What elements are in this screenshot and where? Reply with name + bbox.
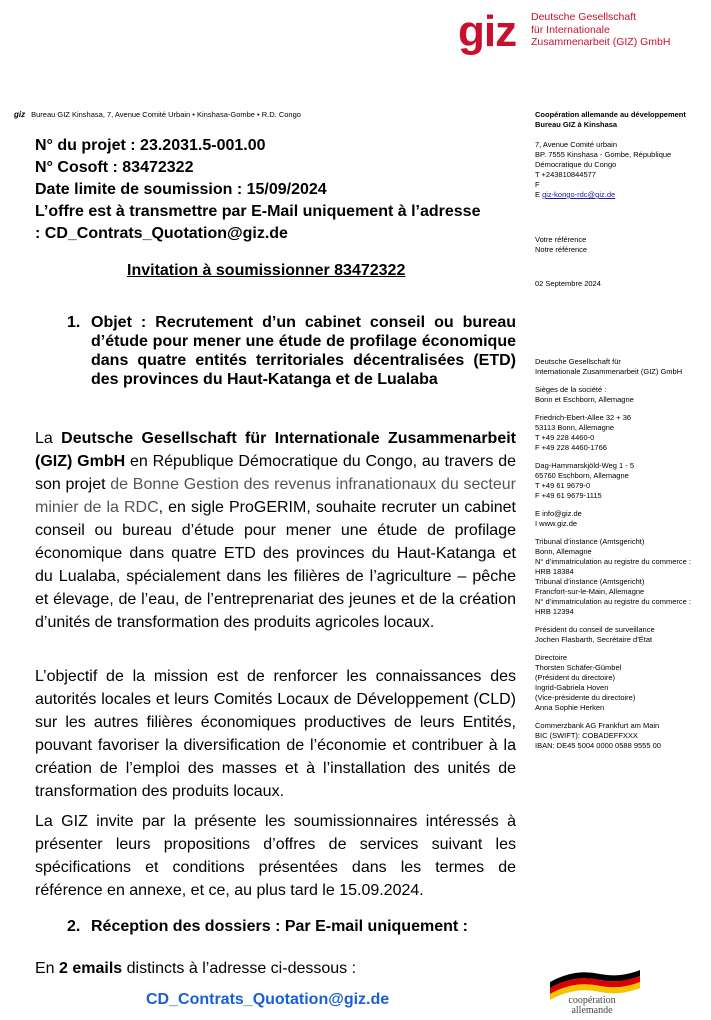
email-address-link[interactable]: CD_Contrats_Quotation@giz.de [146, 991, 390, 1008]
company-info: Deutsche Gesellschaft für Internationale Zusammenarbeit (GIZ) GmbH Sièges de la société : Bonn et Eschborn, Allemagne Friedrich-Ebert-Allee 32 + 36 53113 Bonn, Allemagne T +49 228 4460-0 F +49 228 4460-1766 Dag-Hammarskjöld-Weg 1 - 5 65760 Eschborn, Allemagne T +49 61 9679-0 F +49 61 9679-1115 E info@giz.de I www.giz.de Tribunal d’instance (Amtsgericht) Bonn, Allemagne N° d’immatriculation au registre du commerce : HRB 18384 Tribunal d’instance (Amtsgericht) Francfort-sur-le-Main, Allemagne N° d’immatriculation au registre du commerce : HRB 12394 Président du conseil de surveillance Jochen Flasbarth, Secrétaire d’État Directoire Thorsten Schäfer-Gümbel (Président du directoire) Ingrid-Gabriela Hoven (Vice-présidente du directoire) Anna Sophie Herken Commerzbank AG Frankfurt am Main BIC (SWIFT): COBADEFFXXX IBAN: DE45 5004 0000 0588 9555 00 [535, 357, 691, 750]
paragraph-intro: La Deutsche Gesellschaft für Internationale Zusammenarbeit (GIZ) GmbH en République Démocratique du Congo, au travers de son projet de Bonne Gestion des revenus infranationaux du secteur minier de la RDC, en sigle ProGERIM, souhaite recruter un cabinet conseil ou bureau d’étude pour mener une étude de profilage économique dans quatre ETD des provinces du Haut-Katanga et du Lualaba, spécialement dans les filières de l’agriculture – pêche et élevage, de l’eau, de l’entreprenariat des jeunes et de la création d’unités de transformation des produits agricoles locaux. [35, 430, 517, 631]
project-name: de Bonne Gestion des revenus infranationaux du secteur minier de la RDC [35, 476, 516, 516]
giz-logo: giz [458, 7, 517, 56]
sender-line: giz Bureau GIZ Kinshasa, 7, Avenue Comité Urbain • Kinshasa-Gombe • R.D. Congo [14, 110, 301, 119]
section-object: 1. Objet : Recrutement d’un cabinet conseil ou bureau d’étude pour mener une étude de profilage économique dans quatre entités territoriales décentralisées (ETD) des provinces du Haut-Katanga et de Lualaba [67, 314, 516, 388]
references: Votre référence Notre référence [535, 235, 588, 254]
sender-mark: giz [14, 110, 26, 119]
emails-line: En 2 emails distincts à l’adresse ci-dessous : [35, 960, 357, 977]
paragraph-objective: L’objectif de la mission est de renforcer les connaissances des autorités locales et leurs Comités Locaux de Développement (CLD) sur les autres filières économiques productives de leurs Entités, pouvant favoriser la diversification de l’économie et contribuer à la création de l’emploi des masses et à l’installation des unités de transformation des produits locaux. [35, 668, 516, 800]
giz-logo-text: Deutsche Gesellschaft für Internationale Zusammenarbeit (GIZ) GmbH [531, 11, 671, 48]
invitation-title: Invitation à soumissionner 83472322 [127, 262, 406, 279]
letter-date: 02 Septembre 2024 [535, 279, 601, 288]
project-info: N° du projet : 23.2031.5-001.00 N° Cosoft : 83472322 Date limite de soumission : 15/09/2024 L’offre est à transmettre par E-Mail uniquement à l’adresse : CD_Contrats_Quotation@giz.de [35, 137, 481, 242]
paragraph-invitation: La GIZ invite par la présente les soumissionnaires intéressés à présenter leurs propositions d’offres de services suivant les spécifications et conditions présentées dans les termes de référence en annexe, et ce, au plus tard le 15.09.2024. [35, 813, 516, 899]
section-reception: 2. Réception des dossiers : Par E-mail uniquement : [67, 918, 468, 935]
office-email-link[interactable]: giz-kongo-rdc@giz.de [542, 190, 616, 199]
office-block: Coopération allemande au développement Bureau GIZ à Kinshasa 7, Avenue Comité urbain BP. 7555 Kinshasa - Gombe, République Démocratique du Congo T +243810844577 F E giz-kongo-rdc@giz.de [535, 110, 686, 199]
cooperation-allemande-text: coopération allemande [568, 995, 616, 1016]
